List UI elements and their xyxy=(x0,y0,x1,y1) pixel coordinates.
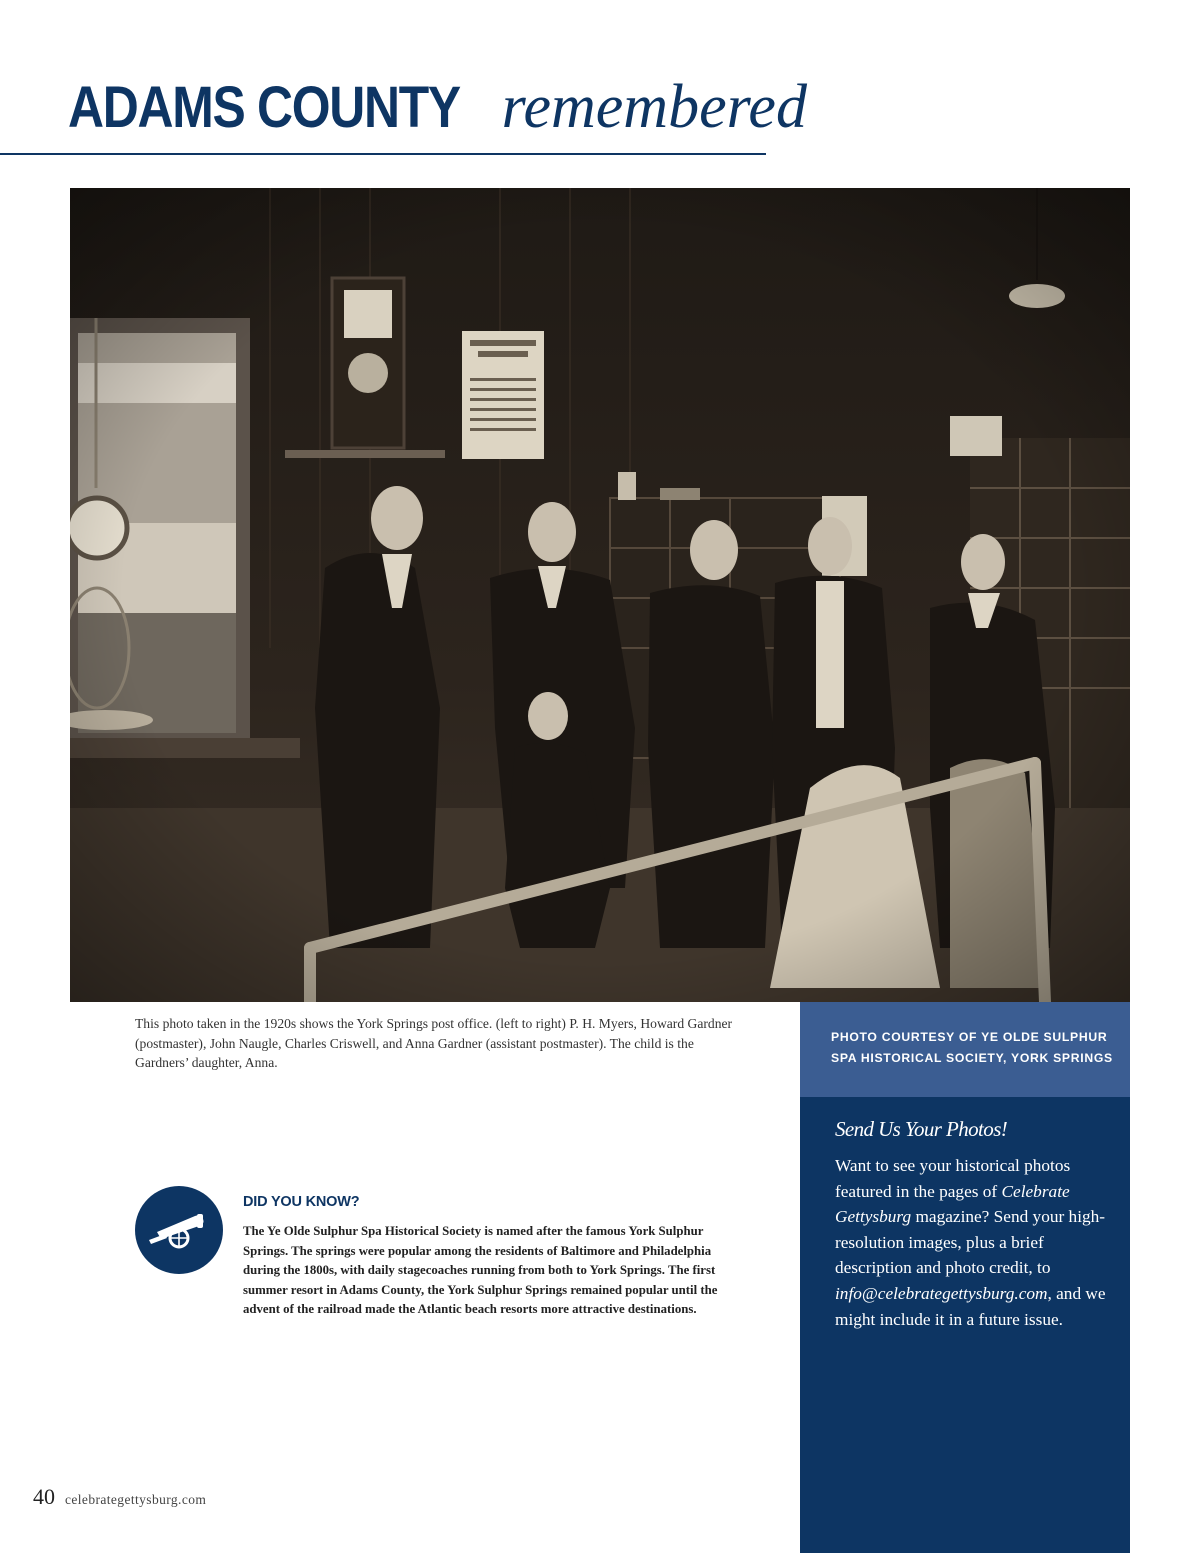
send-photos-text-2: magazine? Send your high-resolution images, plus a brief description and photo credit, to xyxy=(835,1207,1106,1278)
site-url[interactable]: celebrategettysburg.com xyxy=(65,1492,207,1507)
photo-credit: PHOTO COURTESY OF YE OLDE SULPHUR SPA HISTORICAL SOCIETY, YORK SPRINGS xyxy=(831,1030,1113,1065)
title-bold: ADAMS COUNTY xyxy=(68,75,460,140)
email-link[interactable]: info@celebrategettysburg.com xyxy=(835,1283,1048,1303)
cannon-icon-graphic xyxy=(135,1186,223,1274)
magazine-name: Celebrate Gettysburg xyxy=(835,1181,1070,1227)
page-footer xyxy=(33,1484,206,1510)
page-title xyxy=(68,72,807,142)
send-photos-body xyxy=(835,1153,1112,1332)
send-photos-sidebar xyxy=(800,1097,1130,1553)
cannon-icon xyxy=(135,1186,223,1274)
send-photos-title: Send Us Your Photos! xyxy=(835,1117,1008,1141)
did-you-know-body: The Ye Olde Sulphur Spa Historical Society is named after the famous York Sulphur Springs. The springs were popular among the residents of Baltimore and Philadelphia during the 1800s, with daily stagecoaches running from both to York Springs. The first summer resort in Adams County, the York Sulphur Springs remained popular until the advent of the railroad made the Atlantic beach resorts more attractive destinations. xyxy=(243,1224,718,1317)
header-rule xyxy=(0,153,766,155)
post-office-photo xyxy=(70,188,1130,1002)
page-number: 40 xyxy=(33,1484,55,1509)
send-photos-text-1: Want to see your historical photos featured in the pages of xyxy=(835,1156,1071,1201)
title-italic: remembered xyxy=(501,73,807,141)
photo-caption: This photo taken in the 1920s shows the York Springs post office. (left to right) P. H. Myers, Howard Gardner (postmaster), John Naugle, Charles Criswell, and Anna Gardner (assistant postmaster). The child is the Gardners’ daughter, Anna. xyxy=(135,1016,733,1070)
send-photos-text-3: , and we might include it in a future issue. xyxy=(835,1283,1106,1329)
did-you-know-heading: DID YOU KNOW? xyxy=(243,1194,360,1210)
historic-photo xyxy=(70,188,1130,1002)
photo-credit-box xyxy=(800,1002,1130,1097)
